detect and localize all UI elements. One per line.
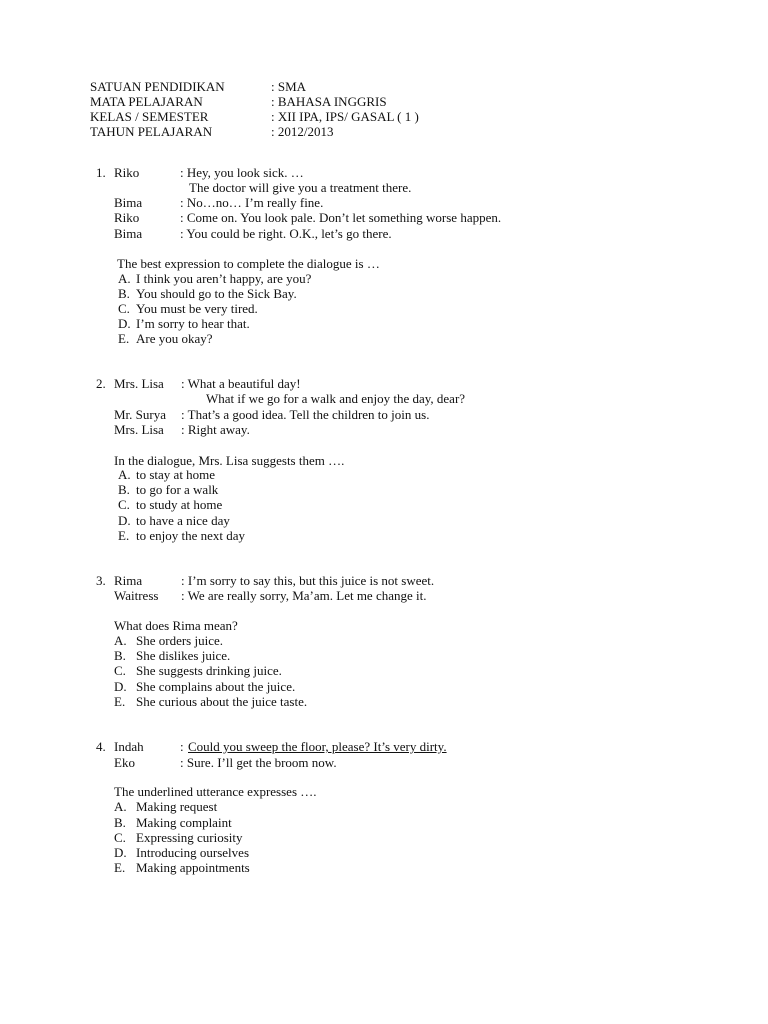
question-number: 1. [96, 165, 106, 180]
option-text: Are you okay? [136, 331, 213, 346]
option-text: She dislikes juice. [136, 648, 231, 663]
dialogue-speaker: Eko [114, 755, 135, 770]
header-value-year: : 2012/2013 [271, 124, 334, 139]
option-text: to go for a walk [136, 482, 219, 497]
question-prompt: What does Rima mean? [114, 618, 238, 633]
header-value-class: : XII IPA, IPS/ GASAL ( 1 ) [271, 109, 419, 124]
option-letter: A. [118, 271, 131, 286]
option-text: Making request [136, 799, 218, 814]
dialogue-line: The doctor will give you a treatment there. [189, 180, 412, 195]
option-text: She complains about the juice. [136, 679, 296, 694]
dialogue-line: : Right away. [181, 422, 250, 437]
option-letter: D. [118, 513, 131, 528]
dialogue-line: : No…no… I’m really fine. [180, 195, 324, 210]
header-value-school: : SMA [271, 79, 307, 94]
question-prompt: The best expression to complete the dialogue is … [117, 256, 380, 271]
header-value-subject: : BAHASA INGGRIS [271, 94, 387, 109]
option-text: to study at home [136, 497, 223, 512]
dialogue-speaker: Indah [114, 739, 144, 754]
dialogue-line: : Come on. You look pale. Don’t let something worse happen. [180, 210, 502, 225]
question-number: 3. [96, 573, 106, 588]
option-text: to have a nice day [136, 513, 230, 528]
dialogue-speaker: Riko [114, 210, 140, 225]
option-letter: C. [114, 830, 126, 845]
dialogue-speaker: Waitress [114, 588, 159, 603]
option-text: You should go to the Sick Bay. [136, 286, 297, 301]
dialogue-line: : I’m sorry to say this, but this juice is not sweet. [181, 573, 435, 588]
option-text: to enjoy the next day [136, 528, 246, 543]
dialogue-line: : Hey, you look sick. … [180, 165, 304, 180]
dialogue-speaker: Bima [114, 226, 143, 241]
option-letter: C. [114, 663, 126, 678]
option-letter: E. [114, 860, 126, 875]
option-letter: B. [118, 482, 130, 497]
option-letter: E. [118, 528, 130, 543]
option-text: Making appointments [136, 860, 250, 875]
option-text: She suggests drinking juice. [136, 663, 282, 678]
option-text: She curious about the juice taste. [136, 694, 308, 709]
header-label-year: TAHUN PELAJARAN [90, 124, 213, 139]
question-number: 4. [96, 739, 106, 754]
header-label-school: SATUAN PENDIDIKAN [90, 79, 225, 94]
dialogue-speaker: Rima [114, 573, 143, 588]
dialogue-line: : That’s a good idea. Tell the children to join us. [181, 407, 430, 422]
option-letter: A. [118, 467, 131, 482]
dialogue-line: : What a beautiful day! [181, 376, 301, 391]
option-text: You must be very tired. [136, 301, 258, 316]
option-text: Introducing ourselves [136, 845, 250, 860]
option-letter: C. [118, 301, 130, 316]
dialogue-line: : Sure. I’ll get the broom now. [180, 755, 337, 770]
option-letter: A. [114, 799, 127, 814]
dialogue-speaker: Mrs. Lisa [114, 376, 164, 391]
dialogue-speaker: Mrs. Lisa [114, 422, 164, 437]
dialogue-line: What if we go for a walk and enjoy the day, dear? [206, 391, 466, 406]
dialogue-speaker: Mr. Surya [114, 407, 166, 422]
option-letter: C. [118, 497, 130, 512]
dialogue-speaker: Bima [114, 195, 143, 210]
option-letter: D. [118, 316, 131, 331]
question-number: 2. [96, 376, 106, 391]
dialogue-line: : We are really sorry, Ma’am. Let me change it. [181, 588, 427, 603]
option-letter: D. [114, 679, 127, 694]
question-prompt: The underlined utterance expresses …. [114, 784, 317, 799]
dialogue-line-prefix: : [180, 739, 184, 754]
header-label-class: KELAS / SEMESTER [90, 109, 209, 124]
question-prompt: In the dialogue, Mrs. Lisa suggests them …. [114, 453, 345, 468]
dialogue-speaker: Riko [114, 165, 140, 180]
option-letter: B. [114, 815, 126, 830]
option-letter: E. [118, 331, 130, 346]
option-letter: B. [118, 286, 130, 301]
header-label-subject: MATA PELAJARAN [90, 94, 203, 109]
dialogue-line: : You could be right. O.K., let’s go there. [180, 226, 392, 241]
underlined-utterance: Could you sweep the floor, please? It’s very dirty. [188, 739, 447, 754]
option-letter: B. [114, 648, 126, 663]
option-letter: D. [114, 845, 127, 860]
option-text: Expressing curiosity [136, 830, 243, 845]
option-text: Making complaint [136, 815, 232, 830]
option-text: to stay at home [136, 467, 216, 482]
option-text: She orders juice. [136, 633, 224, 648]
option-text: I’m sorry to hear that. [136, 316, 250, 331]
option-letter: A. [114, 633, 127, 648]
option-letter: E. [114, 694, 126, 709]
option-text: I think you aren’t happy, are you? [136, 271, 312, 286]
